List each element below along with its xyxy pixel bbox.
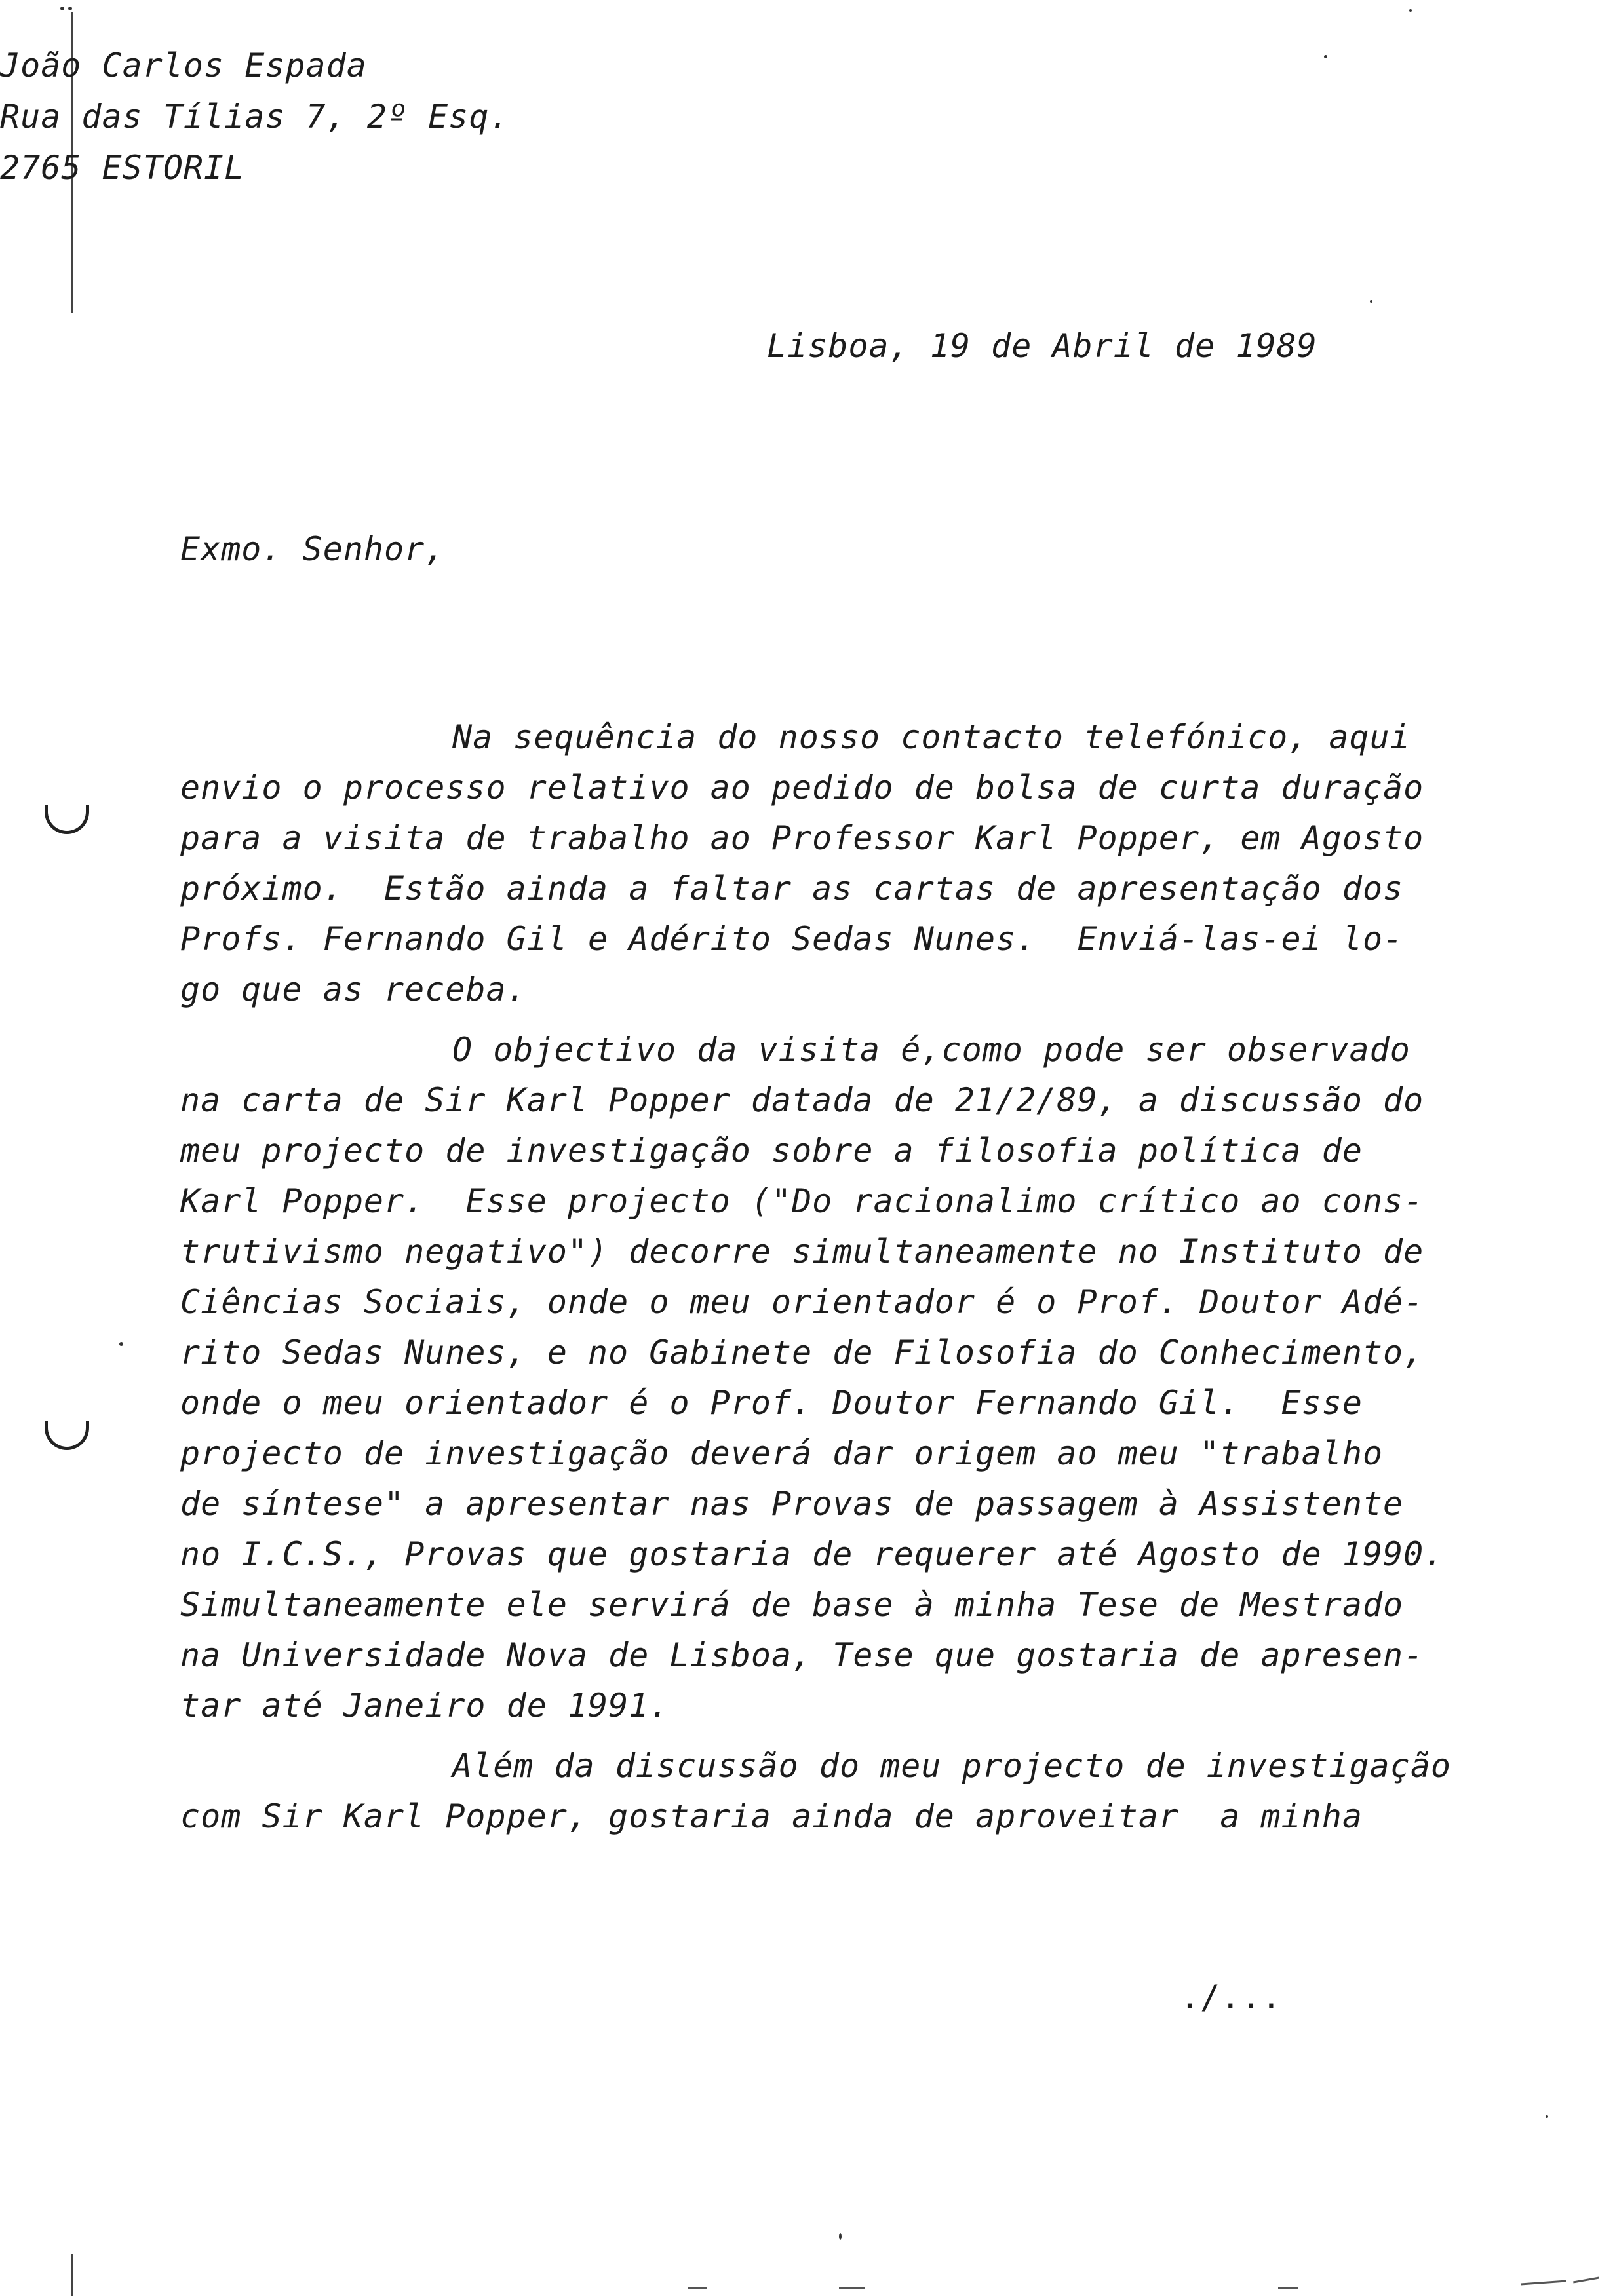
- sender-street: Rua das Tílias 7, 2º Esq.: [0, 98, 510, 136]
- scan-dash: [688, 2287, 707, 2289]
- body-line: na Universidade Nova de Lisboa, Tese que gostaria de apresen-: [180, 1636, 1424, 1674]
- body-line: tar até Janeiro de 1991.: [180, 1687, 670, 1725]
- margin-rule-bottom: [71, 2254, 73, 2296]
- sender-city: 2765 ESTORIL: [0, 149, 245, 187]
- scan-dash: [1521, 2280, 1566, 2286]
- body-line: onde o meu orientador é o Prof. Doutor Fernando Gil. Esse: [180, 1384, 1363, 1422]
- body-line: próximo. Estão ainda a faltar as cartas de apresentação dos: [180, 870, 1404, 908]
- scan-dash: [1278, 2287, 1298, 2289]
- body-line: Karl Popper. Esse projecto ("Do racionalimo crítico ao cons-: [180, 1182, 1424, 1220]
- scan-speck: [1370, 300, 1372, 303]
- body-line: Ciências Sociais, onde o meu orientador é o Prof. Doutor Adé-: [180, 1283, 1424, 1321]
- body-line: go que as receba.: [180, 970, 527, 1008]
- body-line: rito Sedas Nunes, e no Gabinete de Filosofia do Conhecimento,: [180, 1333, 1424, 1371]
- body-line: Além da discussão do meu projecto de investigação: [452, 1747, 1452, 1785]
- body-line: trutivismo negativo") decorre simultaneamente no Instituto de: [180, 1233, 1424, 1271]
- scan-speck: [1546, 2115, 1548, 2118]
- body-line: meu projecto de investigação sobre a filosofia política de: [180, 1132, 1363, 1170]
- body-line: na carta de Sir Karl Popper datada de 21/2/89, a discussão do: [180, 1081, 1424, 1119]
- dateline: Lisboa, 19 de Abril de 1989: [767, 327, 1317, 365]
- sender-name: João Carlos Espada: [0, 47, 367, 85]
- body-line: Simultaneamente ele servirá de base à minha Tese de Mestrado: [180, 1586, 1404, 1624]
- body-line: projecto de investigação deverá dar origem ao meu "trabalho: [180, 1434, 1384, 1472]
- scan-dash: [839, 2287, 865, 2289]
- scan-speck: [1409, 9, 1412, 12]
- body-line: com Sir Karl Popper, gostaria ainda de aproveitar a minha: [180, 1797, 1363, 1835]
- punch-hole-mark: [45, 1421, 89, 1450]
- body-line: envio o processo relativo ao pedido de bolsa de curta duração: [180, 769, 1424, 807]
- scan-dash: [1573, 2277, 1599, 2284]
- scan-speck: [119, 1342, 123, 1346]
- body-line: de síntese" a apresentar nas Provas de passagem à Assistente: [180, 1485, 1404, 1523]
- punch-hole-mark: [45, 805, 89, 834]
- salutation: Exmo. Senhor,: [180, 530, 446, 568]
- scan-speck: [60, 7, 64, 10]
- body-line: Profs. Fernando Gil e Adérito Sedas Nunes. Enviá-las-ei lo-: [180, 920, 1404, 958]
- continuation-marker: ./...: [1180, 1978, 1282, 2016]
- scan-speck: [1324, 55, 1327, 58]
- body-line: para a visita de trabalho ao Professor Karl Popper, em Agosto: [180, 819, 1424, 857]
- body-line: O objectivo da visita é,como pode ser observado: [452, 1031, 1411, 1069]
- scan-speck: [839, 2233, 842, 2240]
- scan-speck: [68, 7, 72, 10]
- body-line: no I.C.S., Provas que gostaria de requerer até Agosto de 1990.: [180, 1535, 1445, 1573]
- body-line: Na sequência do nosso contacto telefónico, aqui: [452, 718, 1411, 756]
